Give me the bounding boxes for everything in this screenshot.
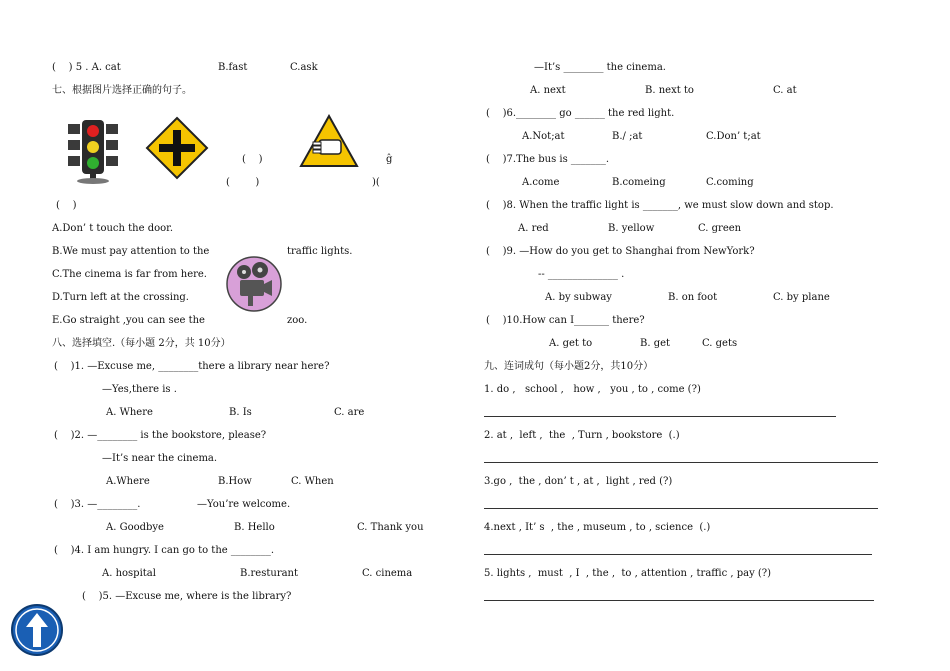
q7-stem: ( )7.The bus is _______. [486,154,610,165]
answer-line-1[interactable] [484,416,836,417]
crossing-sign-image [145,116,209,180]
blank-3: )( [372,177,380,188]
r-q5-a: A. next [530,85,566,96]
sec8-q3-a: A. Goodbye [106,522,164,533]
q8-a: A. red [518,223,549,234]
q9-c: C. by plane [773,292,830,303]
sec8-q1-reply: —Yes,there is . [102,384,177,395]
r-q5-b: B. next to [645,85,694,96]
option-e-cont: zoo. [287,315,308,326]
sec8-q2-reply: —It’s near the cinema. [102,453,218,464]
section-7-title: 七、根据图片选择正确的句子。 [52,85,192,96]
answer-line-5[interactable] [484,600,874,601]
blank-2: ( ) [226,177,260,188]
sec8-q1-c: C. are [334,407,365,418]
option-a: A.Don’ t touch the door. [52,223,173,234]
sec8-q2-stem: ( )2. —________ is the bookstore, please? [54,430,267,441]
q9-a: A. by subway [545,292,612,303]
q6-stem: ( )6.________ go ______ the red light. [486,108,675,119]
sec8-q1-a: A. Where [106,407,153,418]
cinema-camera-image [226,256,282,312]
sec8-q1-stem: ( )1. —Excuse me, ________there a library near here? [54,361,330,372]
blank-1: ( ) [242,154,263,165]
section-8-title: 八、选择填空.（每小题 2分，共 10分） [52,338,231,349]
sec8-q5-stem: ( )5. —Excuse me, where is the library? [82,591,292,602]
q9-b: B. on foot [668,292,718,303]
r-q5-reply: —It’s ________ the cinema. [534,62,666,73]
q8-c: C. green [698,223,742,234]
sec9-item-1: 1. do , school , how , you , to , come (?) [484,384,701,395]
q7-b: B.comeing [612,177,666,188]
sec8-q3-c: C. Thank you [357,522,424,533]
sec9-item-3: 3.go , the , don’ t , at , light , red (?) [484,476,673,487]
sec8-q2-b: B.How [218,476,252,487]
sec8-q2-c: C. When [291,476,334,487]
q10-b: B. get [640,338,671,349]
q8-stem: ( )8. When the traffic light is _______, we must slow down and stop. [486,200,834,211]
r-q5-c: C. at [773,85,797,96]
answer-line-2[interactable] [484,462,878,463]
option-b: B.We must pay attention to the [52,246,210,257]
do-not-touch-sign-image [299,114,359,170]
option-b-cont: traffic lights. [287,246,353,257]
q6-c: C.Don’ t;at [706,131,761,142]
small-mark: ĝ [386,154,393,165]
sec9-item-5: 5. lights , must , I , the , to , attention , traffic , pay (?) [484,568,772,579]
q9-reply: -- ______________ . [538,269,625,280]
q5-top-option-c: C.ask [290,62,318,73]
sec9-item-4: 4.next , It’ s , the , museum , to , science (.) [484,522,711,533]
q5-top-option-b: B.fast [218,62,248,73]
sec8-q3-reply: —You’re welcome. [197,499,291,510]
sec8-q3-stem: ( )3. —________. [54,499,141,510]
section-9-title: 九、连词成句（每小题2分，共10分） [484,361,654,372]
sec8-q4-b: B.resturant [240,568,299,579]
answer-line-4[interactable] [484,554,872,555]
q6-a: A.Not;at [522,131,565,142]
q10-a: A. get to [549,338,593,349]
sec8-q4-stem: ( )4. I am hungry. I can go to the ________. [54,545,275,556]
sec8-q1-b: B. Is [229,407,252,418]
option-e: E.Go straight ,you can see the [52,315,205,326]
option-c: C.The cinema is far from here. [52,269,207,280]
q8-b: B. yellow [608,223,655,234]
sec8-q2-a: A.Where [106,476,150,487]
sec8-q4-a: A. hospital [102,568,156,579]
q6-b: B./ ;at [612,131,643,142]
sec8-q4-c: C. cinema [362,568,413,579]
q10-c: C. gets [702,338,738,349]
sec8-q3-b: B. Hello [234,522,275,533]
q7-a: A.come [522,177,560,188]
q10-stem: ( )10.How can I_______ there? [486,315,645,326]
blank-4: ( ) [56,200,77,211]
q7-c: C.coming [706,177,754,188]
sec9-item-2: 2. at , left , the , Turn , bookstore (.) [484,430,680,441]
answer-line-3[interactable] [484,508,878,509]
option-d: D.Turn left at the crossing. [52,292,189,303]
up-arrow-icon[interactable] [10,603,64,657]
q5-top-stem: ( ) 5 . A. cat [52,62,121,73]
q9-stem: ( )9. —How do you get to Shanghai from NewYork? [486,246,755,257]
traffic-light-image [64,118,120,184]
